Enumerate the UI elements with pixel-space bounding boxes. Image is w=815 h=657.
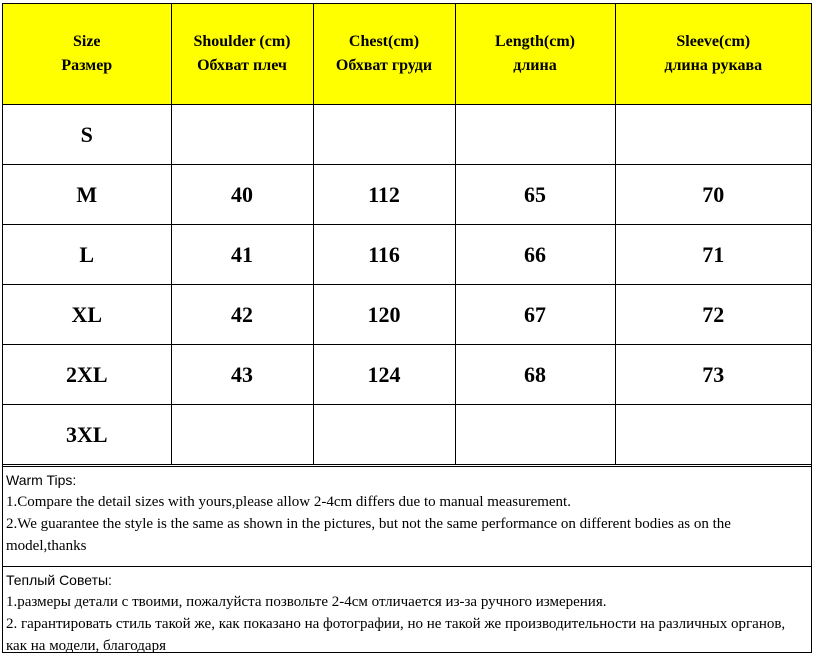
cell-chest: 120 (313, 285, 455, 345)
cell-sleeve (615, 105, 811, 165)
cell-size: XL (3, 285, 171, 345)
cell-shoulder: 41 (171, 225, 313, 285)
warm-tip-2: 2.We guarantee the style is the same as shown in the pictures, but not the same performance on different bodies as on the model,thanks (6, 516, 731, 554)
cell-size: 3XL (3, 405, 171, 465)
cell-chest (313, 405, 455, 465)
warm-tips-russian (3, 566, 811, 652)
cell-chest (313, 105, 455, 165)
header-chest-en: Chest(cm) (348, 33, 420, 50)
header-shoulder-en: Shoulder (cm) (193, 33, 291, 50)
table-row (3, 345, 811, 405)
cell-length (455, 105, 615, 165)
cell-sleeve (615, 405, 811, 465)
cell-size: S (3, 105, 171, 165)
header-length-en: Length(cm) (495, 33, 575, 50)
warm-tip-1: 1.Compare the detail sizes with yours,please allow 2-4cm differs due to manual measurement. (6, 494, 571, 510)
size-chart (2, 3, 812, 653)
cell-sleeve: 70 (615, 165, 811, 225)
cell-chest: 124 (313, 345, 455, 405)
cell-size: L (3, 225, 171, 285)
table-row (3, 225, 811, 285)
cell-chest: 116 (313, 225, 455, 285)
cell-length: 67 (455, 285, 615, 345)
table-row (3, 165, 811, 225)
header-chest (313, 4, 455, 105)
cell-size: 2XL (3, 345, 171, 405)
header-row (3, 4, 811, 105)
cell-shoulder: 43 (171, 345, 313, 405)
header-chest-ru: Обхват груди (335, 57, 433, 74)
header-length (455, 4, 615, 105)
header-shoulder-ru: Обхват плеч (197, 57, 287, 74)
cell-length: 65 (455, 165, 615, 225)
header-sleeve-en: Sleeve(cm) (676, 33, 751, 50)
header-shoulder (171, 4, 313, 105)
warm-tips-title: Warm Tips: (6, 472, 77, 488)
header-length-ru: длина (513, 57, 557, 74)
warm-tips-title-ru: Теплый Советы: (6, 572, 112, 588)
cell-sleeve: 73 (615, 345, 811, 405)
cell-shoulder: 40 (171, 165, 313, 225)
cell-size: M (3, 165, 171, 225)
header-sleeve (615, 4, 811, 105)
size-table (3, 4, 811, 465)
header-size (3, 4, 171, 105)
cell-length (455, 405, 615, 465)
header-size-en: Size (72, 33, 101, 50)
cell-shoulder: 42 (171, 285, 313, 345)
table-row (3, 405, 811, 465)
header-size-ru: Размер (61, 57, 113, 74)
warm-tips-english (3, 466, 811, 566)
cell-sleeve: 71 (615, 225, 811, 285)
table-row (3, 285, 811, 345)
cell-sleeve: 72 (615, 285, 811, 345)
warm-tip-1-ru: 1.размеры детали с твоими, пожалуйста позвольте 2-4см отличается из-за ручного измерения. (6, 594, 607, 610)
cell-shoulder (171, 405, 313, 465)
warm-tip-2-ru: 2. гарантировать стиль такой же, как показано на фотографии, но не такой же производительности на различных органов, как на модели, благодаря (6, 616, 786, 654)
cell-chest: 112 (313, 165, 455, 225)
cell-length: 68 (455, 345, 615, 405)
cell-length: 66 (455, 225, 615, 285)
table-row (3, 105, 811, 165)
cell-shoulder (171, 105, 313, 165)
header-sleeve-ru: длина рукава (664, 57, 763, 74)
